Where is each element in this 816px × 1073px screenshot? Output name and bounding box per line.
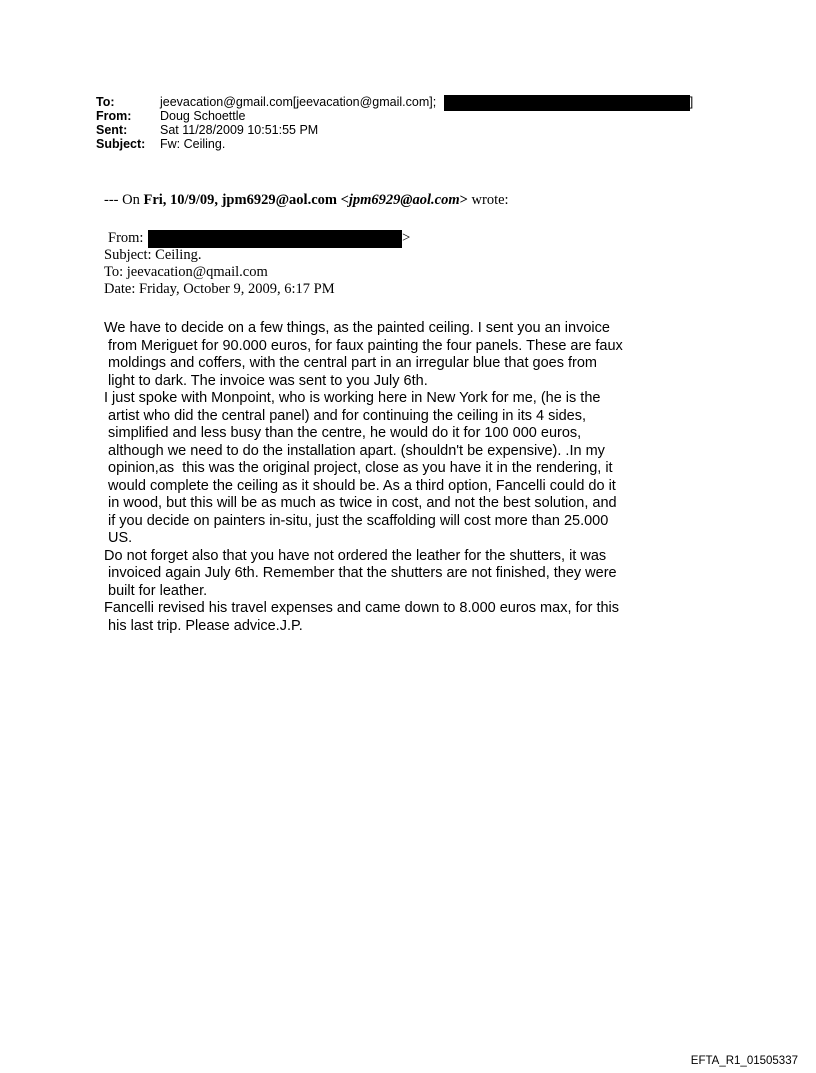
message-body	[104, 320, 704, 635]
body-line: would complete the ceiling as it should be. As a third option, Fancelli could do it	[104, 477, 616, 494]
forward-email: jpm6929@aol.com	[348, 192, 460, 208]
body-line: simplified and less busy than the centre, he would do it for 100 000 euros,	[104, 425, 582, 441]
body-line: light to dark. The invoice was sent to you July 6th.	[104, 372, 428, 389]
forward-gt: >	[459, 192, 468, 208]
document-id: EFTA_R1_01505337	[690, 1055, 798, 1067]
sent-value: Sat 11/28/2009 10:51:55 PM	[160, 123, 319, 137]
forward-lt: <	[336, 192, 349, 208]
quoted-subject: Subject: Ceiling.	[104, 247, 202, 263]
redaction-bar	[148, 230, 402, 248]
to-label: To:	[96, 95, 115, 109]
subject-label: Subject:	[96, 137, 146, 151]
from-label: From:	[96, 109, 132, 123]
subject-value: Fw: Ceiling.	[160, 137, 226, 151]
body-line: Fancelli revised his travel expenses and came down to 8.000 euros max, for this	[104, 600, 620, 616]
quoted-header	[104, 230, 410, 298]
body-line: Do not forget also that you have not ordered the leather for the shutters, it was	[104, 547, 607, 564]
body-line: built for leather.	[104, 582, 208, 599]
quoted-from-line	[104, 230, 410, 247]
body-line: I just spoke with Monpoint, who is working here in New York for me, (he is the	[104, 390, 601, 406]
body-line: although we need to do the installation apart. (shouldn't be expensive). .In my	[104, 442, 605, 459]
sent-label: Sent:	[96, 123, 128, 137]
forward-date-sender: Fri, 10/9/09, jpm6929@aol.com	[143, 192, 337, 208]
forward-suffix: wrote:	[467, 192, 509, 208]
body-line: We have to decide on a few things, as the painted ceiling. I sent you an invoice	[104, 320, 610, 336]
quoted-to: To: jeevacation@qmail.com	[104, 264, 268, 280]
body-line: from Meriguet for 90.000 euros, for faux painting the four panels. These are faux	[104, 337, 623, 354]
body-line: US.	[104, 530, 133, 546]
redaction-bar	[444, 95, 690, 111]
body-line: in wood, but this will be as much as twice in cost, and not the best solution, and	[104, 495, 617, 511]
body-line: artist who did the central panel) and for continuing the ceiling in its 4 sides,	[104, 407, 586, 424]
to-trail: ]	[689, 95, 694, 109]
quoted-from-trail: >	[402, 230, 411, 246]
body-line: his last trip. Please advice.J.P.	[104, 617, 303, 634]
quoted-date: Date: Friday, October 9, 2009, 6:17 PM	[104, 281, 335, 297]
forward-prefix: --- On	[104, 192, 144, 208]
forward-intro	[104, 192, 509, 209]
quoted-from-label: From:	[108, 230, 144, 246]
body-line: if you decide on painters in-situ, just the scaffolding will cost more than 25.000	[104, 512, 609, 529]
body-line: invoiced again July 6th. Remember that the shutters are not finished, they were	[104, 565, 617, 581]
body-line: moldings and coffers, with the central part in an irregular blue that goes from	[104, 355, 597, 371]
to-value: jeevacation@gmail.com[jeevacation@gmail.com];	[160, 95, 437, 109]
body-line: opinion,as this was the original project, close as you have it in the rendering, it	[104, 460, 613, 476]
from-value: Doug Schoettle	[160, 109, 246, 123]
